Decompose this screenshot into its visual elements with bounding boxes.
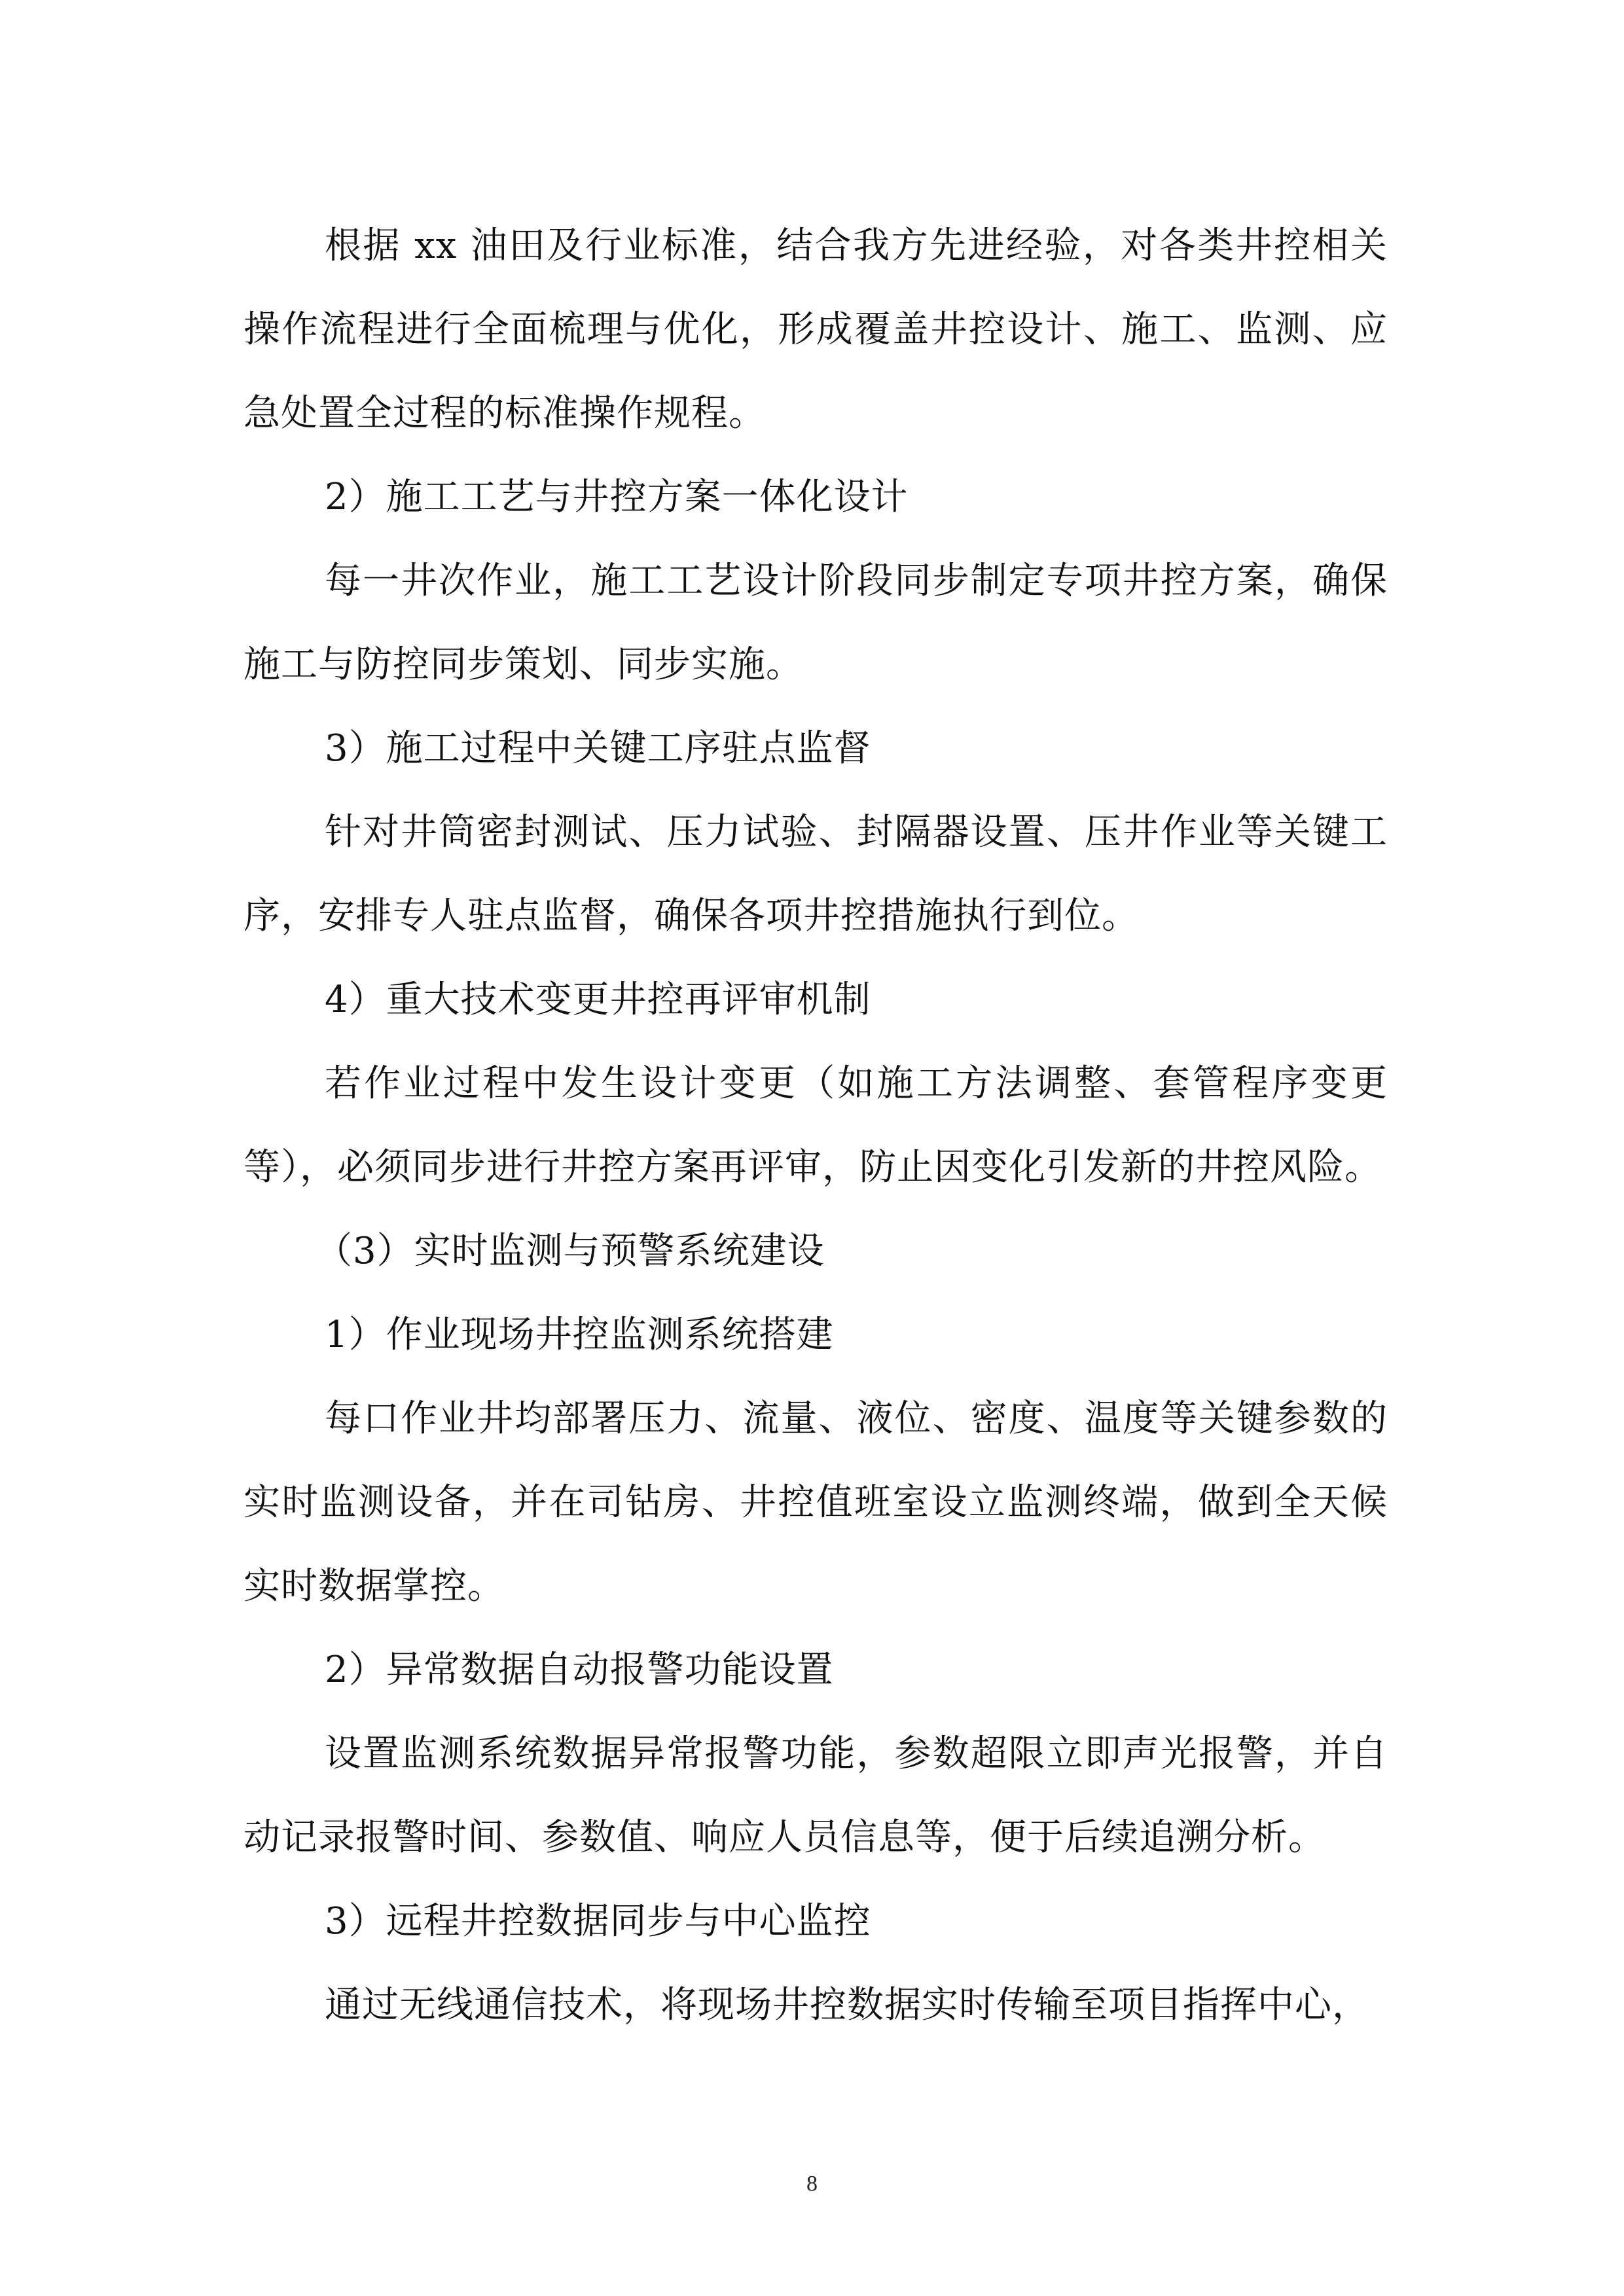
- heading-site-monitoring: 1）作业现场井控监测系统搭建: [325, 1314, 834, 1356]
- paragraph-onsite-supervision: 针对井筒密封测试、压力试验、封隔器设置、压井作业等关键工序，安排专人驻点监督，确保各项井控措施执行到位。: [244, 811, 1388, 937]
- heading-onsite-supervision: 3）施工过程中关键工序驻点监督: [325, 727, 871, 770]
- heading-remote-sync: 3）远程井控数据同步与中心监控: [325, 1900, 871, 1943]
- paragraph-operating-procedures: 根据 xx 油田及行业标准，结合我方先进经验，对各类井控相关操作流程进行全面梳理与优化，形成覆盖井控设计、施工、监测、应急处置全过程的标准操作规程。: [244, 224, 1388, 435]
- heading-auto-alarm: 2）异常数据自动报警功能设置: [325, 1649, 834, 1691]
- heading-change-review: 4）重大技术变更井控再评审机制: [325, 978, 871, 1021]
- paragraph-site-monitoring: 每口作业井均部署压力、流量、液位、密度、温度等关键参数的实时监测设备，并在司钻房、井控值班室设立监测终端，做到全天候实时数据掌控。: [244, 1397, 1388, 1607]
- page-number: 8: [806, 2172, 818, 2196]
- document-body: [244, 204, 1388, 2047]
- paragraph-auto-alarm: 设置监测系统数据异常报警功能，参数超限立即声光报警，并自动记录报警时间、参数值、响应人员信息等，便于后续追溯分析。: [244, 1732, 1388, 1859]
- paragraph-remote-sync: 通过无线通信技术，将现场井控数据实时传输至项目指挥中心，: [325, 1984, 1369, 2026]
- paragraph-integrated-design: 每一井次作业，施工工艺设计阶段同步制定专项井控方案，确保施工与防控同步策划、同步实施。: [244, 560, 1388, 686]
- paragraph-change-review: 若作业过程中发生设计变更（如施工方法调整、套管程序变更等），必须同步进行井控方案再评审，防止因变化引发新的井控风险。: [244, 1062, 1388, 1189]
- heading-integrated-design: 2）施工工艺与井控方案一体化设计: [325, 476, 909, 518]
- heading-monitoring-system: （3）实时监测与预警系统建设: [316, 1230, 825, 1272]
